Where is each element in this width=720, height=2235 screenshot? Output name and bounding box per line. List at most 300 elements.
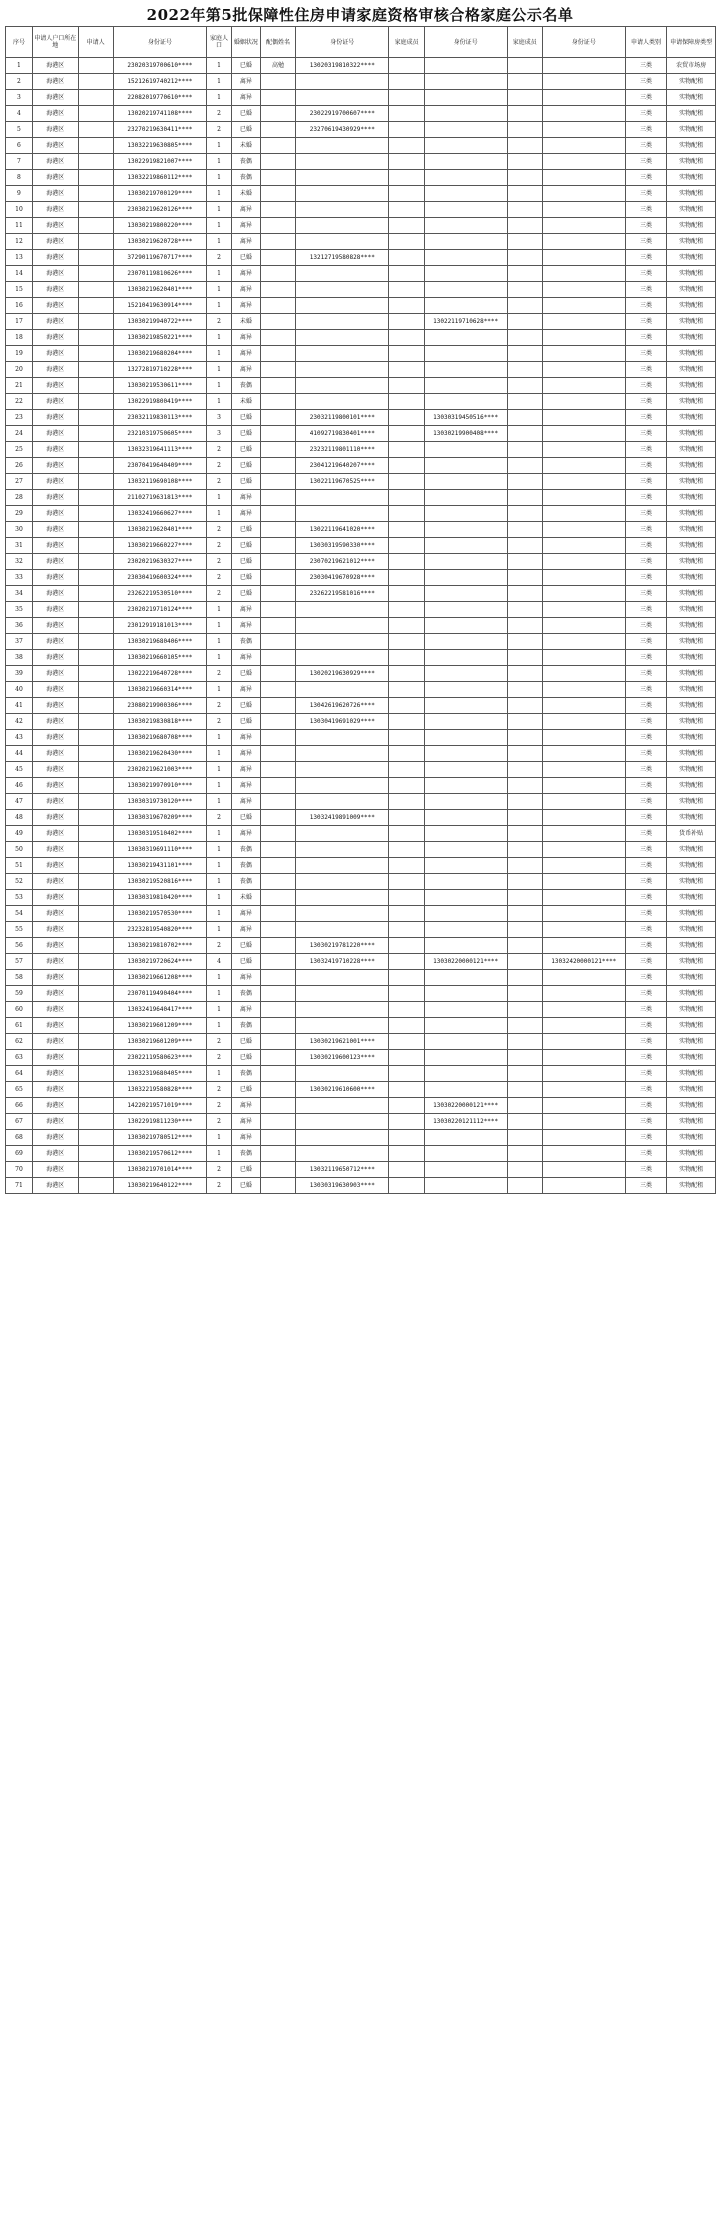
table-row bbox=[6, 522, 716, 538]
table-cell bbox=[389, 522, 424, 538]
table-cell: 1 bbox=[207, 634, 232, 650]
table-cell bbox=[389, 298, 424, 314]
table-cell bbox=[78, 874, 113, 890]
table-cell bbox=[260, 826, 295, 842]
table-cell: 42 bbox=[6, 714, 33, 730]
table-row bbox=[6, 506, 716, 522]
table-cell: 1 bbox=[207, 1066, 232, 1082]
table-cell: 2 bbox=[207, 250, 232, 266]
table-cell bbox=[296, 1002, 389, 1018]
table-cell: 实物配租 bbox=[667, 490, 716, 506]
table-cell: 三类 bbox=[625, 74, 666, 90]
table-cell bbox=[389, 330, 424, 346]
table-cell bbox=[542, 90, 625, 106]
table-cell: 实物配租 bbox=[667, 474, 716, 490]
table-cell: 海港区 bbox=[32, 346, 78, 362]
table-cell bbox=[389, 1114, 424, 1130]
table-cell: 海港区 bbox=[32, 826, 78, 842]
table-cell bbox=[296, 842, 389, 858]
table-cell: 未婚 bbox=[231, 186, 260, 202]
table-cell: 45 bbox=[6, 762, 33, 778]
table-cell: 离异 bbox=[231, 1114, 260, 1130]
table-cell: 2 bbox=[207, 1162, 232, 1178]
table-row bbox=[6, 938, 716, 954]
table-cell: 实物配租 bbox=[667, 442, 716, 458]
table-cell: 海港区 bbox=[32, 938, 78, 954]
table-cell: 三类 bbox=[625, 698, 666, 714]
table-cell bbox=[78, 490, 113, 506]
table-row bbox=[6, 282, 716, 298]
table-cell bbox=[78, 858, 113, 874]
table-cell bbox=[260, 634, 295, 650]
table-cell bbox=[389, 202, 424, 218]
table-cell bbox=[542, 282, 625, 298]
table-cell bbox=[296, 826, 389, 842]
table-cell: 13022119641020**** bbox=[296, 522, 389, 538]
table-cell: 1 bbox=[6, 58, 33, 74]
table-cell bbox=[389, 938, 424, 954]
table-cell: 海港区 bbox=[32, 890, 78, 906]
table-cell: 22082019770610**** bbox=[113, 90, 206, 106]
table-cell: 三类 bbox=[625, 922, 666, 938]
table-cell: 实物配租 bbox=[667, 714, 716, 730]
table-cell: 实物配租 bbox=[667, 426, 716, 442]
table-cell: 1 bbox=[207, 330, 232, 346]
table-cell bbox=[424, 714, 507, 730]
table-cell: 实物配租 bbox=[667, 346, 716, 362]
table-cell: 2 bbox=[207, 1178, 232, 1194]
table-cell bbox=[424, 1050, 507, 1066]
table-cell: 已婚 bbox=[231, 474, 260, 490]
table-cell: 已婚 bbox=[231, 954, 260, 970]
table-cell: 三类 bbox=[625, 842, 666, 858]
table-cell: 已婚 bbox=[231, 106, 260, 122]
table-cell bbox=[424, 522, 507, 538]
table-cell: 1 bbox=[207, 682, 232, 698]
table-cell: 已婚 bbox=[231, 554, 260, 570]
table-cell bbox=[296, 1130, 389, 1146]
table-cell bbox=[78, 698, 113, 714]
table-cell: 海港区 bbox=[32, 970, 78, 986]
table-cell: 23020319700610**** bbox=[113, 58, 206, 74]
table-cell bbox=[424, 762, 507, 778]
table-cell bbox=[424, 570, 507, 586]
table-cell: 三类 bbox=[625, 1018, 666, 1034]
table-cell bbox=[78, 154, 113, 170]
table-cell bbox=[78, 1130, 113, 1146]
table-cell: 21102719631813**** bbox=[113, 490, 206, 506]
table-row bbox=[6, 1098, 716, 1114]
table-cell bbox=[260, 986, 295, 1002]
table-row bbox=[6, 714, 716, 730]
table-cell bbox=[507, 458, 542, 474]
table-cell: 13030219850221**** bbox=[113, 330, 206, 346]
table-cell bbox=[389, 666, 424, 682]
table-cell: 13030319670209**** bbox=[113, 810, 206, 826]
table-cell: 13030219660314**** bbox=[113, 682, 206, 698]
table-cell bbox=[542, 410, 625, 426]
table-cell bbox=[389, 1130, 424, 1146]
table-cell: 14220219571019**** bbox=[113, 1098, 206, 1114]
table-cell: 3 bbox=[207, 426, 232, 442]
table-cell: 离异 bbox=[231, 778, 260, 794]
table-cell: 海港区 bbox=[32, 922, 78, 938]
table-cell: 已婚 bbox=[231, 250, 260, 266]
table-cell bbox=[260, 1050, 295, 1066]
table-cell: 实物配租 bbox=[667, 282, 716, 298]
table-cell: 53 bbox=[6, 890, 33, 906]
table-cell: 13030219530611**** bbox=[113, 378, 206, 394]
column-header: 申请保障房类型 bbox=[667, 27, 716, 58]
table-cell: 23041219640207**** bbox=[296, 458, 389, 474]
table-cell: 三类 bbox=[625, 282, 666, 298]
table-cell: 15212619740212**** bbox=[113, 74, 206, 90]
table-cell bbox=[260, 266, 295, 282]
table-cell bbox=[78, 538, 113, 554]
table-cell: 23020219710124**** bbox=[113, 602, 206, 618]
table-cell bbox=[389, 1146, 424, 1162]
table-cell bbox=[389, 490, 424, 506]
table-cell bbox=[424, 490, 507, 506]
table-cell bbox=[507, 74, 542, 90]
table-cell bbox=[389, 986, 424, 1002]
table-cell bbox=[78, 282, 113, 298]
table-cell: 海港区 bbox=[32, 714, 78, 730]
table-cell: 实物配租 bbox=[667, 394, 716, 410]
table-cell bbox=[78, 666, 113, 682]
table-cell: 41 bbox=[6, 698, 33, 714]
table-cell: 10 bbox=[6, 202, 33, 218]
table-cell bbox=[260, 538, 295, 554]
table-cell bbox=[389, 122, 424, 138]
table-cell: 三类 bbox=[625, 314, 666, 330]
table-cell bbox=[507, 682, 542, 698]
table-cell: 13030219431101**** bbox=[113, 858, 206, 874]
table-cell bbox=[260, 362, 295, 378]
table-cell: 已婚 bbox=[231, 426, 260, 442]
table-cell bbox=[424, 106, 507, 122]
table-cell: 5 bbox=[6, 122, 33, 138]
table-cell: 23080219900306**** bbox=[113, 698, 206, 714]
column-header: 婚姻状况 bbox=[231, 27, 260, 58]
table-cell: 13020319810322**** bbox=[296, 58, 389, 74]
table-cell: 海港区 bbox=[32, 74, 78, 90]
table-cell: 海港区 bbox=[32, 906, 78, 922]
table-cell: 实物配租 bbox=[667, 682, 716, 698]
table-cell bbox=[78, 650, 113, 666]
table-cell: 实物配租 bbox=[667, 1146, 716, 1162]
table-cell bbox=[389, 1082, 424, 1098]
table-cell: 实物配租 bbox=[667, 74, 716, 90]
table-cell bbox=[507, 698, 542, 714]
table-row bbox=[6, 1130, 716, 1146]
table-cell bbox=[542, 170, 625, 186]
page-title: 2022年第5批保障性住房申请家庭资格审核合格家庭公示名单 bbox=[146, 6, 574, 24]
table-cell bbox=[507, 1050, 542, 1066]
table-cell: 三类 bbox=[625, 154, 666, 170]
table-cell bbox=[542, 394, 625, 410]
table-cell: 13030219830818**** bbox=[113, 714, 206, 730]
table-cell bbox=[260, 650, 295, 666]
table-cell bbox=[389, 1178, 424, 1194]
table-cell bbox=[507, 618, 542, 634]
table-cell bbox=[389, 794, 424, 810]
table-cell bbox=[542, 362, 625, 378]
table-cell: 实物配租 bbox=[667, 970, 716, 986]
table-cell bbox=[542, 186, 625, 202]
table-cell bbox=[78, 746, 113, 762]
table-cell: 丧偶 bbox=[231, 1066, 260, 1082]
table-cell: 已婚 bbox=[231, 410, 260, 426]
table-cell bbox=[389, 890, 424, 906]
table-cell bbox=[78, 1002, 113, 1018]
table-cell bbox=[507, 442, 542, 458]
table-row bbox=[6, 1178, 716, 1194]
table-cell bbox=[542, 490, 625, 506]
table-cell bbox=[507, 650, 542, 666]
table-cell bbox=[507, 794, 542, 810]
table-cell: 海港区 bbox=[32, 426, 78, 442]
table-cell bbox=[424, 1146, 507, 1162]
table-cell bbox=[507, 842, 542, 858]
table-row bbox=[6, 570, 716, 586]
table-cell bbox=[424, 378, 507, 394]
column-header: 身份证号 bbox=[296, 27, 389, 58]
table-cell bbox=[542, 266, 625, 282]
table-cell bbox=[424, 202, 507, 218]
table-cell bbox=[260, 1018, 295, 1034]
table-cell bbox=[424, 874, 507, 890]
table-cell bbox=[542, 1098, 625, 1114]
table-cell bbox=[78, 1082, 113, 1098]
table-cell: 实物配租 bbox=[667, 570, 716, 586]
table-cell bbox=[78, 202, 113, 218]
table-cell: 海港区 bbox=[32, 554, 78, 570]
table-cell: 1 bbox=[207, 362, 232, 378]
table-cell: 2 bbox=[207, 442, 232, 458]
table-cell bbox=[424, 154, 507, 170]
table-cell: 23070119810626**** bbox=[113, 266, 206, 282]
table-cell: 海港区 bbox=[32, 234, 78, 250]
table-cell: 2 bbox=[207, 458, 232, 474]
table-cell: 已婚 bbox=[231, 1050, 260, 1066]
table-cell: 13032319641113**** bbox=[113, 442, 206, 458]
table-row bbox=[6, 314, 716, 330]
table-cell bbox=[389, 378, 424, 394]
table-cell: 23 bbox=[6, 410, 33, 426]
table-cell bbox=[296, 682, 389, 698]
column-header: 身份证号 bbox=[424, 27, 507, 58]
table-cell: 23232819540820**** bbox=[113, 922, 206, 938]
table-cell: 已婚 bbox=[231, 938, 260, 954]
table-cell: 23022919700607**** bbox=[296, 106, 389, 122]
table-cell: 海港区 bbox=[32, 1082, 78, 1098]
table-cell: 实物配租 bbox=[667, 506, 716, 522]
table-cell bbox=[78, 762, 113, 778]
table-cell: 海港区 bbox=[32, 762, 78, 778]
table-cell: 13030319810420**** bbox=[113, 890, 206, 906]
table-cell bbox=[260, 842, 295, 858]
table-cell bbox=[260, 522, 295, 538]
table-cell: 三类 bbox=[625, 1082, 666, 1098]
table-cell bbox=[78, 986, 113, 1002]
table-cell bbox=[389, 1162, 424, 1178]
table-cell: 海港区 bbox=[32, 474, 78, 490]
table-cell bbox=[507, 1178, 542, 1194]
table-cell: 海港区 bbox=[32, 298, 78, 314]
table-cell bbox=[260, 234, 295, 250]
table-cell bbox=[296, 314, 389, 330]
table-cell bbox=[78, 1162, 113, 1178]
table-row bbox=[6, 858, 716, 874]
table-cell bbox=[507, 986, 542, 1002]
table-cell bbox=[296, 282, 389, 298]
table-cell bbox=[389, 810, 424, 826]
table-cell bbox=[424, 778, 507, 794]
table-cell: 23020219621003**** bbox=[113, 762, 206, 778]
table-cell bbox=[389, 458, 424, 474]
table-cell bbox=[542, 1066, 625, 1082]
table-cell: 2 bbox=[207, 1098, 232, 1114]
table-cell: 海港区 bbox=[32, 538, 78, 554]
table-cell: 13030219601209**** bbox=[113, 1018, 206, 1034]
table-cell: 海港区 bbox=[32, 570, 78, 586]
table-cell: 三类 bbox=[625, 1162, 666, 1178]
table-cell bbox=[424, 218, 507, 234]
table-cell: 离异 bbox=[231, 346, 260, 362]
table-cell: 已婚 bbox=[231, 1162, 260, 1178]
table-cell bbox=[542, 570, 625, 586]
table-cell bbox=[507, 346, 542, 362]
table-cell: 实物配租 bbox=[667, 1178, 716, 1194]
table-row bbox=[6, 666, 716, 682]
table-cell: 海港区 bbox=[32, 458, 78, 474]
table-cell bbox=[542, 314, 625, 330]
table-cell: 三类 bbox=[625, 474, 666, 490]
table-cell: 2 bbox=[207, 570, 232, 586]
table-cell: 13030319730120**** bbox=[113, 794, 206, 810]
table-cell: 50 bbox=[6, 842, 33, 858]
table-cell bbox=[542, 778, 625, 794]
table-cell: 1 bbox=[207, 138, 232, 154]
table-cell bbox=[260, 298, 295, 314]
table-cell: 实物配租 bbox=[667, 762, 716, 778]
table-cell: 实物配租 bbox=[667, 810, 716, 826]
table-cell bbox=[389, 442, 424, 458]
table-cell: 35 bbox=[6, 602, 33, 618]
table-cell bbox=[260, 746, 295, 762]
table-cell: 三类 bbox=[625, 362, 666, 378]
table-cell: 13030220121112**** bbox=[424, 1114, 507, 1130]
table-cell: 海港区 bbox=[32, 858, 78, 874]
table-cell bbox=[542, 106, 625, 122]
table-cell bbox=[296, 490, 389, 506]
table-cell bbox=[78, 90, 113, 106]
table-cell: 23030219620126**** bbox=[113, 202, 206, 218]
table-cell bbox=[78, 74, 113, 90]
table-cell: 三类 bbox=[625, 906, 666, 922]
table-cell: 实物配租 bbox=[667, 170, 716, 186]
table-cell: 实物配租 bbox=[667, 250, 716, 266]
table-cell: 13032419710228**** bbox=[296, 954, 389, 970]
table-cell bbox=[542, 218, 625, 234]
table-cell bbox=[296, 874, 389, 890]
table-cell bbox=[296, 74, 389, 90]
table-cell: 离异 bbox=[231, 682, 260, 698]
table-cell: 海港区 bbox=[32, 778, 78, 794]
table-cell bbox=[507, 202, 542, 218]
table-cell bbox=[78, 1146, 113, 1162]
table-cell bbox=[542, 938, 625, 954]
table-cell: 69 bbox=[6, 1146, 33, 1162]
table-row bbox=[6, 218, 716, 234]
table-cell: 三类 bbox=[625, 602, 666, 618]
table-cell bbox=[260, 394, 295, 410]
table-cell bbox=[542, 298, 625, 314]
table-cell bbox=[424, 330, 507, 346]
table-row bbox=[6, 474, 716, 490]
table-cell bbox=[78, 1018, 113, 1034]
table-cell: 三类 bbox=[625, 794, 666, 810]
table-cell bbox=[507, 1146, 542, 1162]
table-cell bbox=[424, 634, 507, 650]
table-cell bbox=[260, 890, 295, 906]
table-cell: 实物配租 bbox=[667, 330, 716, 346]
table-cell: 2 bbox=[207, 1050, 232, 1066]
table-cell: 21 bbox=[6, 378, 33, 394]
table-row bbox=[6, 554, 716, 570]
table-cell bbox=[296, 378, 389, 394]
table-cell bbox=[78, 314, 113, 330]
table-cell bbox=[424, 362, 507, 378]
table-cell: 海港区 bbox=[32, 746, 78, 762]
table-cell bbox=[424, 1162, 507, 1178]
table-cell: 65 bbox=[6, 1082, 33, 1098]
table-cell bbox=[507, 474, 542, 490]
table-header-row bbox=[6, 27, 716, 58]
table-cell bbox=[260, 682, 295, 698]
table-row bbox=[6, 1066, 716, 1082]
table-cell bbox=[389, 1050, 424, 1066]
table-cell bbox=[389, 858, 424, 874]
table-cell bbox=[542, 1002, 625, 1018]
table-cell bbox=[542, 586, 625, 602]
table-cell bbox=[78, 1034, 113, 1050]
table-cell: 58 bbox=[6, 970, 33, 986]
table-row bbox=[6, 634, 716, 650]
table-cell bbox=[507, 666, 542, 682]
table-cell bbox=[78, 122, 113, 138]
table-cell: 海港区 bbox=[32, 1002, 78, 1018]
table-cell: 离异 bbox=[231, 602, 260, 618]
table-cell: 23070119490404**** bbox=[113, 986, 206, 1002]
table-cell: 15210419630914**** bbox=[113, 298, 206, 314]
table-cell: 13212719580828**** bbox=[296, 250, 389, 266]
table-cell: 三类 bbox=[625, 938, 666, 954]
table-cell: 13030220000121**** bbox=[424, 1098, 507, 1114]
table-cell: 13030219940722**** bbox=[113, 314, 206, 330]
column-header: 序号 bbox=[6, 27, 33, 58]
table-cell: 离异 bbox=[231, 74, 260, 90]
table-cell: 13272819710228**** bbox=[113, 362, 206, 378]
table-cell bbox=[78, 794, 113, 810]
table-cell: 4 bbox=[6, 106, 33, 122]
table-cell bbox=[424, 826, 507, 842]
table-cell bbox=[542, 890, 625, 906]
table-cell: 海港区 bbox=[32, 666, 78, 682]
table-cell: 海港区 bbox=[32, 682, 78, 698]
table-cell bbox=[542, 154, 625, 170]
